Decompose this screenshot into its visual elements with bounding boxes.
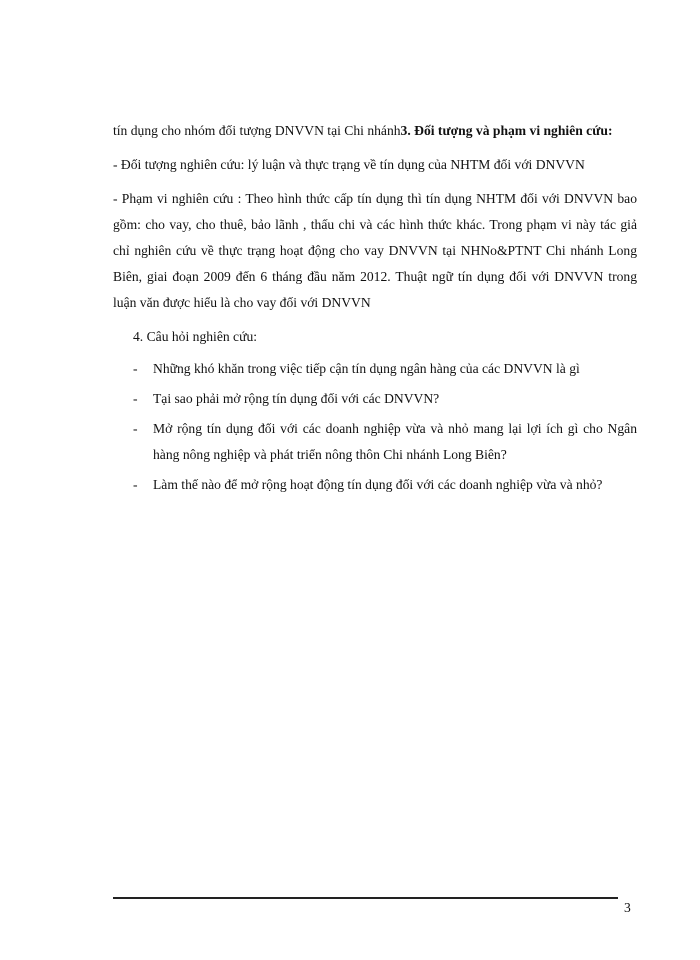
dash-bullet: -	[133, 477, 138, 492]
question-text: Tại sao phải mở rộng tín dụng đối với các DNVVN?	[153, 391, 440, 406]
section-4-heading: 4. Câu hỏi nghiên cứu:	[133, 329, 258, 344]
page-number: 3	[624, 900, 631, 915]
intro-paragraph	[113, 118, 637, 144]
page-content	[113, 118, 637, 502]
dash-bullet: -	[133, 391, 138, 406]
research-object-paragraph: - Đối tượng nghiên cứu: lý luận và thực trạng về tín dụng của NHTM đối với DNVVN	[113, 157, 585, 172]
dash-bullet: -	[133, 421, 138, 436]
list-item	[113, 472, 637, 498]
footer-divider	[113, 897, 618, 899]
research-questions-list	[113, 356, 637, 498]
question-text: Làm thế nào để mở rộng hoạt động tín dụng đối với các doanh nghiệp vừa và nhỏ?	[153, 477, 603, 492]
research-scope-paragraph: - Phạm vi nghiên cứu : Theo hình thức cấp tín dụng thì tín dụng NHTM đối với DNVVN bao gồm: cho vay, cho thuê, bảo lãnh , thấu chi và các hình thức khác. Trong phạm vi này tác giả chỉ nghiên cứu về thực trạng hoạt động cho vay DNVVN tại NHNo&PTNT Chi nhánh Long Biên, giai đoạn 2009 đến 6 tháng đầu năm 2012. Thuật ngữ tín dụng đối với DNVVN trong luận văn được hiểu là cho vay đối với DNVVN	[113, 191, 637, 310]
section-3-heading: 3. Đối tượng và phạm vi nghiên cứu:	[400, 123, 613, 138]
list-item	[113, 356, 637, 382]
dash-bullet: -	[133, 361, 138, 376]
question-text: Những khó khăn trong việc tiếp cận tín dụng ngân hàng của các DNVVN là gì	[153, 361, 580, 376]
question-text: Mở rộng tín dụng đối với các doanh nghiệp vừa và nhỏ mang lại lợi ích gì cho Ngân hàng nông nghiệp và phát triển nông thôn Chi nhánh Long Biên?	[153, 421, 637, 462]
intro-text: tín dụng cho nhóm đối tượng DNVVN tại Chi nhánh	[113, 123, 401, 138]
list-item	[113, 416, 637, 468]
list-item	[113, 386, 637, 412]
